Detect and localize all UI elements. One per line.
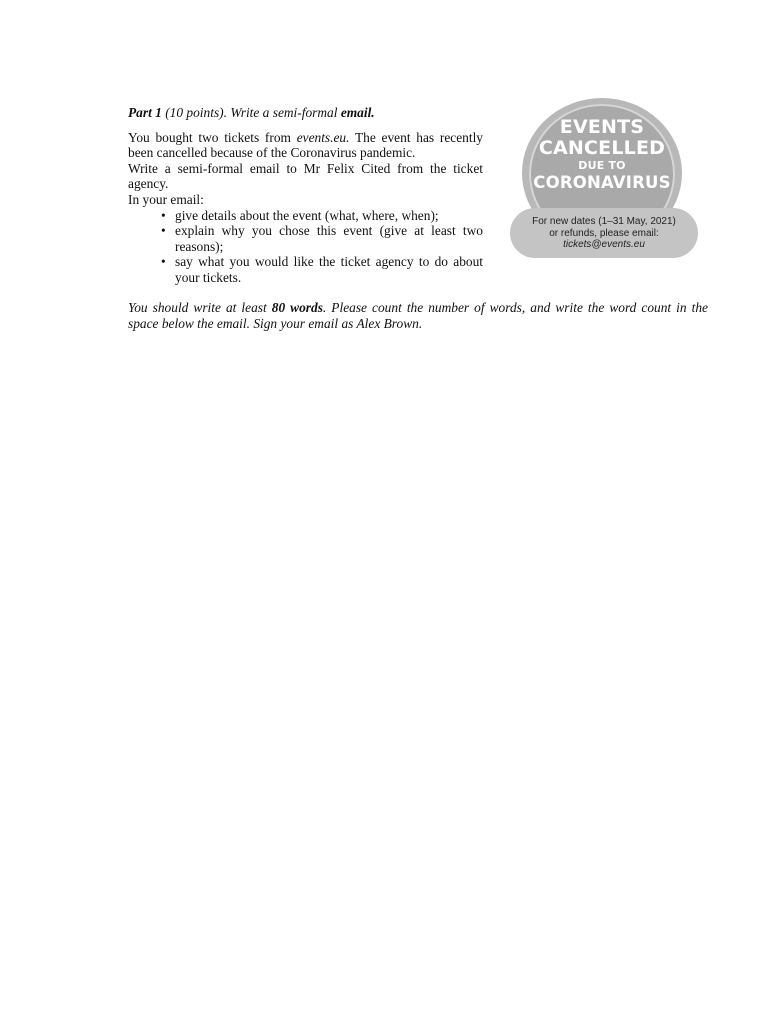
badge-info-email: tickets@events.eu <box>563 239 645 251</box>
word-count-requirement: 80 words <box>271 300 323 316</box>
bullet-icon: • <box>161 207 166 223</box>
context-text-end: The event has recently been cancelled because of the Coronavirus pandemic. <box>128 129 483 161</box>
badge-line-due-to: DUE TO <box>578 159 626 172</box>
recipient-paragraph: Write a semi-formal email to Mr Felix Cited from the ticket agency. <box>128 160 483 192</box>
closing-text-start: You should write at least <box>128 300 267 316</box>
list-item-text: give details about the event (what, where, when); <box>175 207 439 223</box>
website-name: events.eu. <box>296 129 350 145</box>
badge-line-cancelled: CANCELLED <box>538 137 666 159</box>
text-type-label: email. <box>340 105 375 120</box>
badge-line-events: EVENTS <box>559 116 645 138</box>
badge-info-refunds: or refunds, please email: <box>549 227 659 239</box>
badge-info-dates: For new dates (1–31 May, 2021) <box>532 216 676 227</box>
badge-heading <box>522 116 682 193</box>
events-cancelled-badge <box>510 98 698 263</box>
context-text-start: You bought two tickets from <box>128 129 291 145</box>
part-label: Part 1 <box>128 105 162 120</box>
task-instructions <box>128 105 483 286</box>
list-item <box>161 223 483 254</box>
instruction-text: Write a semi-formal <box>230 105 338 120</box>
task-heading <box>128 105 483 121</box>
in-your-email-label: In your email: <box>128 191 204 207</box>
bullet-icon: • <box>161 223 166 239</box>
context-paragraph <box>128 130 483 161</box>
requirements-list <box>128 208 483 286</box>
list-item-text: explain why you chose this event (give at least two reasons); <box>175 223 483 254</box>
badge-line-coronavirus: CORONAVIRUS <box>533 173 671 192</box>
list-item <box>161 207 483 224</box>
bullet-icon: • <box>161 254 166 270</box>
closing-instructions <box>128 300 708 331</box>
badge-info-pill <box>510 208 698 258</box>
list-item-text: say what you would like the ticket agency to do about your tickets. <box>175 254 483 285</box>
list-item <box>161 254 483 285</box>
points-label: (10 points). <box>165 105 227 120</box>
closing-text-end: . Please count the number of words, and write the word count in the space below the email. Sign your email as Alex Brown. <box>128 300 708 331</box>
